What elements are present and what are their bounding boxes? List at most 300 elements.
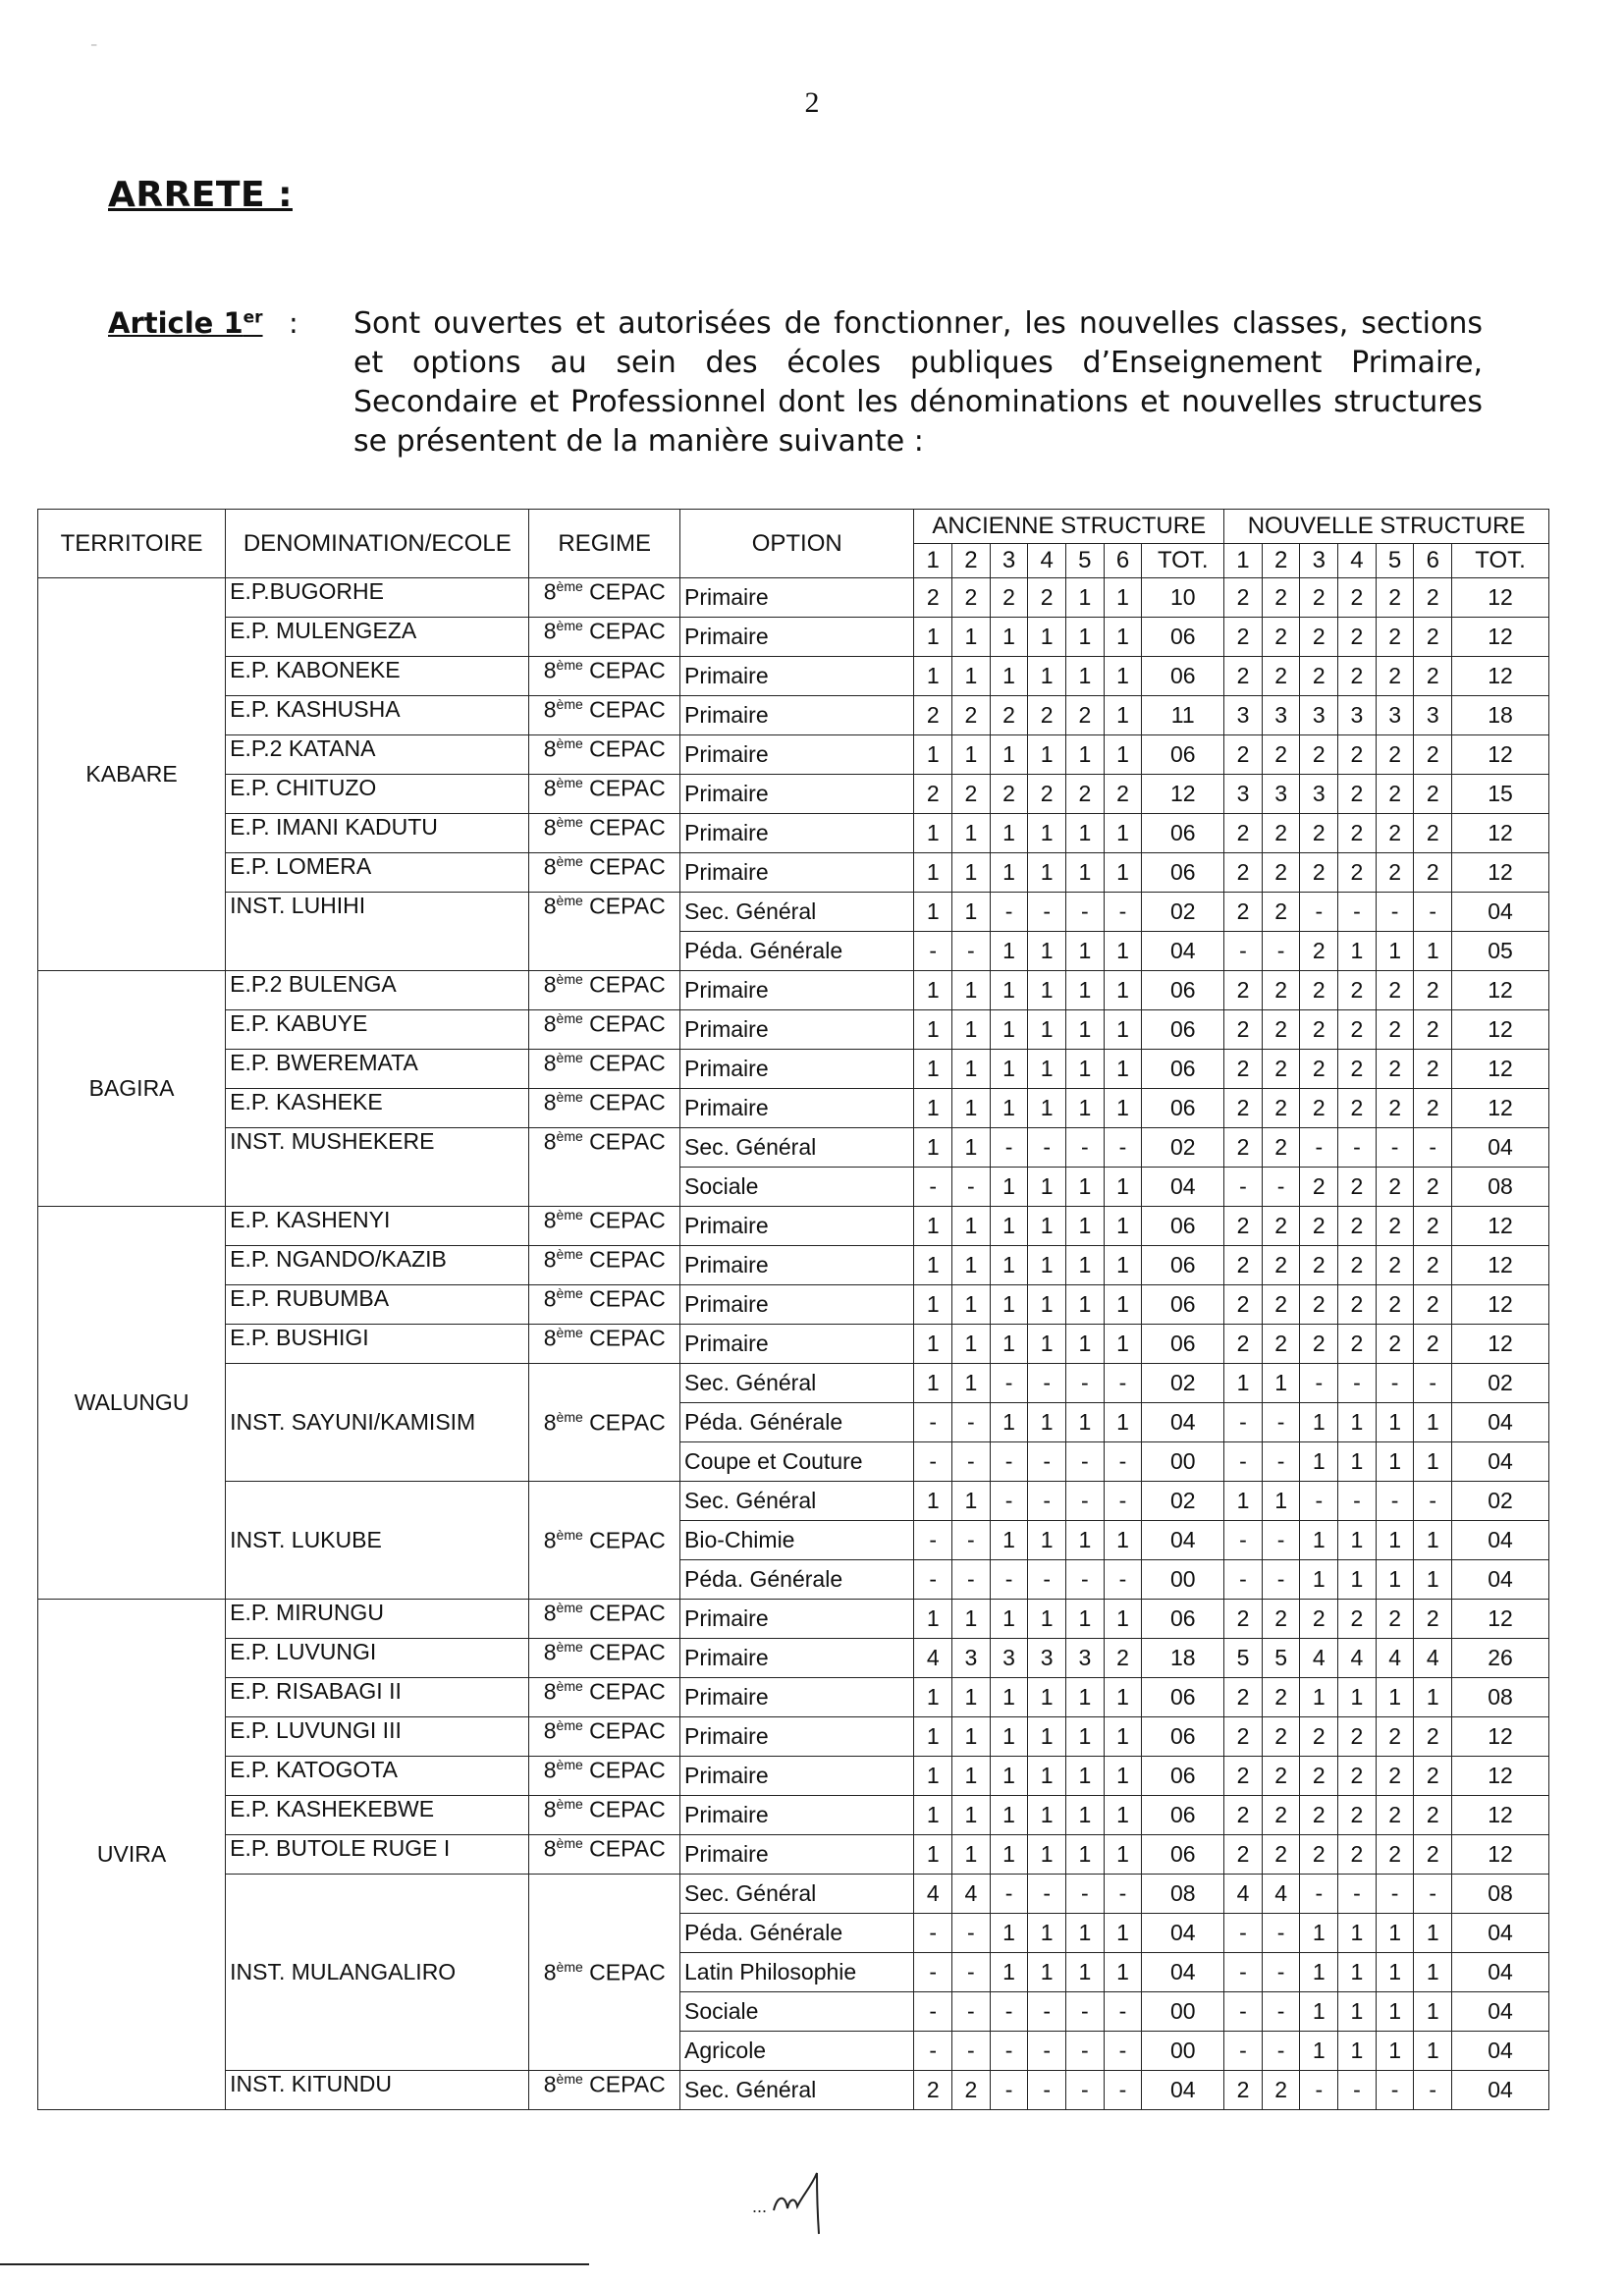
old-total-cell: 06 <box>1142 1325 1224 1364</box>
old-class-cell: 3 <box>990 1639 1028 1678</box>
old-class-cell: 2 <box>914 696 952 735</box>
old-class-cell: 1 <box>1104 1835 1142 1875</box>
old-class-cell: - <box>1028 2071 1066 2110</box>
new-class-cell: 1 <box>1300 1992 1338 2032</box>
new-class-cell: 2 <box>1300 1285 1338 1325</box>
new-total-cell: 02 <box>1452 1364 1549 1403</box>
option-cell: Sociale <box>680 1992 914 2032</box>
old-class-cell: - <box>914 1560 952 1600</box>
old-class-cell: - <box>1104 1128 1142 1168</box>
old-class-cell: 4 <box>952 1875 991 1914</box>
regime-sup: ème <box>556 1325 583 1340</box>
regime-sup: ème <box>556 1010 583 1026</box>
new-total-cell: 02 <box>1452 1482 1549 1521</box>
new-class-cell: 2 <box>1414 1325 1452 1364</box>
old-class-cell: - <box>1104 1442 1142 1482</box>
new-total-cell: 08 <box>1452 1168 1549 1207</box>
old-class-cell: 3 <box>952 1639 991 1678</box>
table-row <box>38 1207 1549 1246</box>
regime-text: CEPAC <box>582 1959 666 1985</box>
new-class-cell: 2 <box>1338 1285 1377 1325</box>
header-new-col: 2 <box>1262 544 1300 578</box>
old-class-cell: 1 <box>1104 1050 1142 1089</box>
new-class-cell: 2 <box>1414 1168 1452 1207</box>
decree-heading: ARRETE : <box>108 175 293 215</box>
old-class-cell: 1 <box>914 853 952 893</box>
new-class-cell: - <box>1300 2071 1338 2110</box>
regime-sup: ème <box>556 1285 583 1301</box>
regime-prefix: 8 <box>543 853 557 880</box>
new-class-cell: 2 <box>1414 1717 1452 1757</box>
old-total-cell: 18 <box>1142 1639 1224 1678</box>
old-class-cell: 1 <box>1066 814 1105 853</box>
old-class-cell: 1 <box>1066 1678 1105 1717</box>
new-class-cell: 2 <box>1376 735 1414 775</box>
new-class-cell: 2 <box>1300 1325 1338 1364</box>
old-class-cell: - <box>1066 1482 1105 1521</box>
old-class-cell: - <box>990 893 1028 932</box>
new-class-cell: 2 <box>1414 578 1452 618</box>
header-old-col: 2 <box>952 544 991 578</box>
school-name-cell: E.P. KASHEKEBWE <box>226 1796 529 1835</box>
option-cell: Primaire <box>680 578 914 618</box>
old-class-cell: - <box>952 1442 991 1482</box>
new-class-cell: 2 <box>1224 1757 1263 1796</box>
header-old-col: 4 <box>1028 544 1066 578</box>
option-cell: Primaire <box>680 1796 914 1835</box>
old-class-cell: 1 <box>1028 735 1066 775</box>
new-class-cell: 2 <box>1376 618 1414 657</box>
header-old-col: 5 <box>1066 544 1105 578</box>
option-cell: Agricole <box>680 2032 914 2071</box>
new-class-cell: - <box>1414 893 1452 932</box>
regime-text: CEPAC <box>582 971 666 998</box>
new-class-cell: 2 <box>1414 971 1452 1010</box>
new-class-cell: 2 <box>1376 657 1414 696</box>
regime-cell <box>529 1010 680 1050</box>
old-class-cell: 1 <box>1104 1168 1142 1207</box>
old-class-cell: 1 <box>952 1678 991 1717</box>
new-class-cell: - <box>1224 1403 1263 1442</box>
old-class-cell: 2 <box>1028 775 1066 814</box>
old-class-cell: - <box>1066 893 1105 932</box>
old-class-cell: 2 <box>952 775 991 814</box>
old-class-cell: 2 <box>1028 696 1066 735</box>
old-class-cell: 1 <box>952 1835 991 1875</box>
new-class-cell: - <box>1414 2071 1452 2110</box>
old-class-cell: 1 <box>1104 1600 1142 1639</box>
new-total-cell: 12 <box>1452 657 1549 696</box>
old-class-cell: 1 <box>1028 1600 1066 1639</box>
new-class-cell: 2 <box>1414 1796 1452 1835</box>
old-class-cell: 1 <box>1104 1010 1142 1050</box>
old-class-cell: 1 <box>990 971 1028 1010</box>
old-class-cell: 1 <box>990 1757 1028 1796</box>
new-total-cell: 04 <box>1452 1953 1549 1992</box>
regime-text: CEPAC <box>582 578 666 605</box>
regime-sup: ème <box>556 1050 583 1065</box>
new-class-cell: 2 <box>1414 853 1452 893</box>
old-class-cell: 1 <box>990 814 1028 853</box>
school-name-cell: E.P.2 BULENGA <box>226 971 529 1010</box>
table-body <box>38 578 1549 2110</box>
new-class-cell: 1 <box>1300 1678 1338 1717</box>
table-row <box>38 696 1549 735</box>
option-cell: Primaire <box>680 1757 914 1796</box>
school-name-cell: E.P. KABONEKE <box>226 657 529 696</box>
regime-sup: ème <box>556 1678 583 1694</box>
regime-text: CEPAC <box>582 1527 666 1553</box>
new-class-cell: 2 <box>1414 1089 1452 1128</box>
new-class-cell: 2 <box>1262 1207 1300 1246</box>
old-class-cell: 1 <box>1066 1168 1105 1207</box>
new-class-cell: 1 <box>1376 1442 1414 1482</box>
old-class-cell: 1 <box>1066 932 1105 971</box>
header-nouvelle-structure: NOUVELLE STRUCTURE <box>1224 510 1549 544</box>
old-class-cell: 1 <box>1028 1168 1066 1207</box>
regime-sup: ème <box>556 1717 583 1733</box>
new-class-cell: 2 <box>1300 735 1338 775</box>
old-class-cell: 1 <box>1066 657 1105 696</box>
new-total-cell: 12 <box>1452 1050 1549 1089</box>
new-class-cell: 2 <box>1300 1050 1338 1089</box>
regime-prefix: 8 <box>543 618 557 644</box>
school-name-cell: E.P. KABUYE <box>226 1010 529 1050</box>
new-class-cell: 2 <box>1262 1835 1300 1875</box>
school-name-cell: E.P. MULENGEZA <box>226 618 529 657</box>
new-class-cell: 1 <box>1376 1521 1414 1560</box>
new-class-cell: 2 <box>1224 578 1263 618</box>
new-class-cell: 1 <box>1376 1560 1414 1600</box>
table-header <box>38 510 1549 578</box>
regime-prefix: 8 <box>543 1796 557 1822</box>
old-class-cell: 1 <box>990 1168 1028 1207</box>
old-class-cell: - <box>1028 1560 1066 1600</box>
old-class-cell: - <box>952 1403 991 1442</box>
new-class-cell: - <box>1300 1875 1338 1914</box>
new-class-cell: - <box>1224 932 1263 971</box>
new-class-cell: 2 <box>1300 932 1338 971</box>
new-class-cell: 5 <box>1224 1639 1263 1678</box>
new-class-cell: 2 <box>1376 1089 1414 1128</box>
new-class-cell: 4 <box>1262 1875 1300 1914</box>
new-class-cell: 1 <box>1300 1560 1338 1600</box>
old-class-cell: 1 <box>1104 1521 1142 1560</box>
new-class-cell: - <box>1376 2071 1414 2110</box>
old-total-cell: 06 <box>1142 1757 1224 1796</box>
regime-sup: ème <box>556 775 583 790</box>
old-class-cell: 1 <box>1066 1010 1105 1050</box>
new-class-cell: - <box>1414 1875 1452 1914</box>
old-class-cell: 1 <box>914 1364 952 1403</box>
regime-prefix: 8 <box>543 1089 557 1115</box>
new-total-cell: 04 <box>1452 1403 1549 1442</box>
old-total-cell: 10 <box>1142 578 1224 618</box>
option-cell: Péda. Générale <box>680 1560 914 1600</box>
new-class-cell: 1 <box>1338 1914 1377 1953</box>
new-class-cell: 2 <box>1376 775 1414 814</box>
new-class-cell: 4 <box>1300 1639 1338 1678</box>
regime-sup: ème <box>556 853 583 869</box>
regime-text: CEPAC <box>582 1325 666 1351</box>
new-total-cell: 15 <box>1452 775 1549 814</box>
territoire-cell: UVIRA <box>38 1600 226 2110</box>
regime-cell <box>529 1050 680 1089</box>
old-class-cell: - <box>1028 2032 1066 2071</box>
new-class-cell: 2 <box>1224 1207 1263 1246</box>
old-class-cell: 1 <box>952 1325 991 1364</box>
old-class-cell: 1 <box>1028 657 1066 696</box>
new-class-cell: 2 <box>1300 1835 1338 1875</box>
old-class-cell: 1 <box>914 657 952 696</box>
old-class-cell: 1 <box>1028 1717 1066 1757</box>
old-total-cell: 06 <box>1142 1010 1224 1050</box>
old-total-cell: 11 <box>1142 696 1224 735</box>
regime-sup: ème <box>556 1128 583 1144</box>
new-class-cell: 2 <box>1262 1285 1300 1325</box>
new-class-cell: 2 <box>1338 1835 1377 1875</box>
old-class-cell: 1 <box>1066 1521 1105 1560</box>
old-class-cell: 1 <box>1104 1678 1142 1717</box>
regime-sup: ème <box>556 1207 583 1223</box>
regime-prefix: 8 <box>543 1050 557 1076</box>
old-total-cell: 02 <box>1142 1482 1224 1521</box>
new-class-cell: 2 <box>1224 735 1263 775</box>
header-row-top <box>38 510 1549 544</box>
table-row <box>38 1325 1549 1364</box>
new-class-cell: 1 <box>1414 2032 1452 2071</box>
header-denomination: DENOMINATION/ECOLE <box>226 510 529 578</box>
old-class-cell: 1 <box>952 735 991 775</box>
old-class-cell: 1 <box>952 1757 991 1796</box>
old-class-cell: 1 <box>914 1285 952 1325</box>
new-class-cell: - <box>1224 2032 1263 2071</box>
regime-cell <box>529 853 680 893</box>
option-cell: Primaire <box>680 1010 914 1050</box>
new-total-cell: 18 <box>1452 696 1549 735</box>
old-class-cell: - <box>1028 893 1066 932</box>
school-name-cell: E.P. LOMERA <box>226 853 529 893</box>
table-row <box>38 1835 1549 1875</box>
school-name-cell: INST. LUKUBE <box>226 1482 529 1600</box>
old-class-cell: 1 <box>914 1128 952 1168</box>
new-class-cell: 2 <box>1224 1128 1263 1168</box>
old-class-cell: - <box>1104 1560 1142 1600</box>
option-cell: Péda. Générale <box>680 1914 914 1953</box>
old-class-cell: - <box>914 1521 952 1560</box>
new-class-cell: - <box>1262 1442 1300 1482</box>
new-class-cell: 2 <box>1376 814 1414 853</box>
old-class-cell: 1 <box>914 1482 952 1521</box>
new-class-cell: 1 <box>1300 1953 1338 1992</box>
old-total-cell: 06 <box>1142 1246 1224 1285</box>
old-class-cell: 1 <box>990 853 1028 893</box>
old-total-cell: 00 <box>1142 1560 1224 1600</box>
regime-prefix: 8 <box>543 1207 557 1233</box>
new-class-cell: 2 <box>1300 1168 1338 1207</box>
new-class-cell: - <box>1338 893 1377 932</box>
old-class-cell: 1 <box>914 1089 952 1128</box>
new-class-cell: - <box>1224 1914 1263 1953</box>
new-class-cell: 3 <box>1262 775 1300 814</box>
article-label-sup: er <box>243 307 263 328</box>
regime-cell <box>529 1246 680 1285</box>
new-class-cell: 2 <box>1414 735 1452 775</box>
old-class-cell: 2 <box>990 696 1028 735</box>
article-text: Sont ouvertes et autorisées de fonctionner, les nouvelles classes, sections et options au sein des écoles publiques d’Enseignement Primaire, Secondaire et Professionnel dont les dénominations et nouvelles structures se présentent de la manière suivante : <box>353 306 1483 459</box>
old-class-cell: - <box>914 932 952 971</box>
new-class-cell: 2 <box>1376 971 1414 1010</box>
old-class-cell: 1 <box>914 735 952 775</box>
regime-cell <box>529 735 680 775</box>
old-class-cell: 1 <box>1028 1325 1066 1364</box>
regime-text: CEPAC <box>582 657 666 683</box>
regime-cell <box>529 893 680 971</box>
new-class-cell: 2 <box>1338 1168 1377 1207</box>
old-class-cell: - <box>990 1992 1028 2032</box>
table-row <box>38 1717 1549 1757</box>
old-class-cell: 1 <box>952 1796 991 1835</box>
old-total-cell: 08 <box>1142 1875 1224 1914</box>
new-class-cell: 2 <box>1262 1757 1300 1796</box>
old-class-cell: 1 <box>952 853 991 893</box>
regime-sup: ème <box>556 1600 583 1615</box>
old-class-cell: 1 <box>952 1285 991 1325</box>
new-class-cell: 4 <box>1414 1639 1452 1678</box>
school-name-cell: E.P.BUGORHE <box>226 578 529 618</box>
old-class-cell: 1 <box>990 1835 1028 1875</box>
new-class-cell: 2 <box>1262 1796 1300 1835</box>
new-class-cell: 2 <box>1224 657 1263 696</box>
regime-text: CEPAC <box>582 618 666 644</box>
regime-text: CEPAC <box>582 853 666 880</box>
old-class-cell: 1 <box>990 657 1028 696</box>
new-class-cell: 2 <box>1414 775 1452 814</box>
new-class-cell: 2 <box>1300 853 1338 893</box>
table-row <box>38 1364 1549 1403</box>
school-name-cell: E.P. BUSHIGI <box>226 1325 529 1364</box>
old-class-cell: 1 <box>1104 1089 1142 1128</box>
old-total-cell: 06 <box>1142 735 1224 775</box>
old-class-cell: 1 <box>1104 657 1142 696</box>
new-total-cell: 12 <box>1452 971 1549 1010</box>
new-class-cell: 2 <box>1300 1010 1338 1050</box>
old-class-cell: 1 <box>990 1207 1028 1246</box>
old-class-cell: - <box>914 2032 952 2071</box>
regime-prefix: 8 <box>543 1600 557 1626</box>
old-class-cell: 3 <box>1066 1639 1105 1678</box>
new-class-cell: 2 <box>1224 1717 1263 1757</box>
old-class-cell: 2 <box>1104 1639 1142 1678</box>
option-cell: Primaire <box>680 1717 914 1757</box>
school-name-cell: E.P. KASHENYI <box>226 1207 529 1246</box>
regime-sup: ème <box>556 1089 583 1105</box>
new-total-cell: 04 <box>1452 1992 1549 2032</box>
old-class-cell: 2 <box>952 2071 991 2110</box>
regime-sup: ème <box>556 618 583 633</box>
new-class-cell: 2 <box>1376 1207 1414 1246</box>
old-total-cell: 04 <box>1142 1953 1224 1992</box>
old-class-cell: - <box>1104 1992 1142 2032</box>
regime-prefix: 8 <box>543 1678 557 1705</box>
new-total-cell: 12 <box>1452 1835 1549 1875</box>
new-class-cell: 4 <box>1338 1639 1377 1678</box>
old-class-cell: 1 <box>990 932 1028 971</box>
new-class-cell: 4 <box>1224 1875 1263 1914</box>
new-total-cell: 12 <box>1452 1717 1549 1757</box>
old-class-cell: - <box>1028 1482 1066 1521</box>
regime-sup: ème <box>556 971 583 987</box>
new-class-cell: 2 <box>1338 1325 1377 1364</box>
old-total-cell: 06 <box>1142 1717 1224 1757</box>
new-class-cell: 2 <box>1224 1010 1263 1050</box>
new-class-cell: 2 <box>1224 1050 1263 1089</box>
option-cell: Primaire <box>680 853 914 893</box>
territoire-cell: KABARE <box>38 578 226 971</box>
regime-prefix: 8 <box>543 1639 557 1665</box>
old-class-cell: 1 <box>1104 618 1142 657</box>
new-class-cell: 3 <box>1224 696 1263 735</box>
school-name-cell: INST. MULANGALIRO <box>226 1875 529 2071</box>
school-name-cell: INST. KITUNDU <box>226 2071 529 2110</box>
option-cell: Primaire <box>680 1246 914 1285</box>
old-class-cell: 1 <box>952 618 991 657</box>
regime-prefix: 8 <box>543 893 557 919</box>
new-total-cell: 04 <box>1452 1914 1549 1953</box>
new-total-cell: 04 <box>1452 893 1549 932</box>
old-class-cell: 1 <box>914 1600 952 1639</box>
new-class-cell: 2 <box>1414 1285 1452 1325</box>
new-class-cell: 2 <box>1376 1246 1414 1285</box>
old-class-cell: 1 <box>1066 1953 1105 1992</box>
table-row <box>38 2071 1549 2110</box>
new-total-cell: 12 <box>1452 1207 1549 1246</box>
regime-text: CEPAC <box>582 1757 666 1783</box>
old-class-cell: 1 <box>990 1010 1028 1050</box>
new-class-cell: - <box>1338 2071 1377 2110</box>
old-class-cell: 1 <box>952 971 991 1010</box>
new-class-cell: 2 <box>1300 814 1338 853</box>
new-class-cell: 2 <box>1224 1246 1263 1285</box>
new-class-cell: 2 <box>1224 1089 1263 1128</box>
new-class-cell: 2 <box>1376 1168 1414 1207</box>
new-class-cell: 1 <box>1376 1403 1414 1442</box>
new-total-cell: 08 <box>1452 1875 1549 1914</box>
old-class-cell: - <box>990 1482 1028 1521</box>
new-class-cell: 1 <box>1376 1678 1414 1717</box>
regime-text: CEPAC <box>582 1678 666 1705</box>
regime-text: CEPAC <box>582 1010 666 1037</box>
header-old-col: 3 <box>990 544 1028 578</box>
old-class-cell: 1 <box>1066 1403 1105 1442</box>
new-total-cell: 08 <box>1452 1678 1549 1717</box>
option-cell: Primaire <box>680 775 914 814</box>
school-name-cell: E.P. RUBUMBA <box>226 1285 529 1325</box>
header-regime: REGIME <box>529 510 680 578</box>
new-class-cell: 2 <box>1338 971 1377 1010</box>
table-row <box>38 1050 1549 1089</box>
option-cell: Primaire <box>680 696 914 735</box>
new-class-cell: 1 <box>1338 1992 1377 2032</box>
table-row <box>38 1678 1549 1717</box>
old-class-cell: 1 <box>1066 735 1105 775</box>
old-class-cell: 1 <box>1028 1207 1066 1246</box>
regime-cell <box>529 814 680 853</box>
new-class-cell: 2 <box>1338 578 1377 618</box>
old-class-cell: 1 <box>952 1717 991 1757</box>
option-cell: Primaire <box>680 971 914 1010</box>
old-total-cell: 04 <box>1142 932 1224 971</box>
